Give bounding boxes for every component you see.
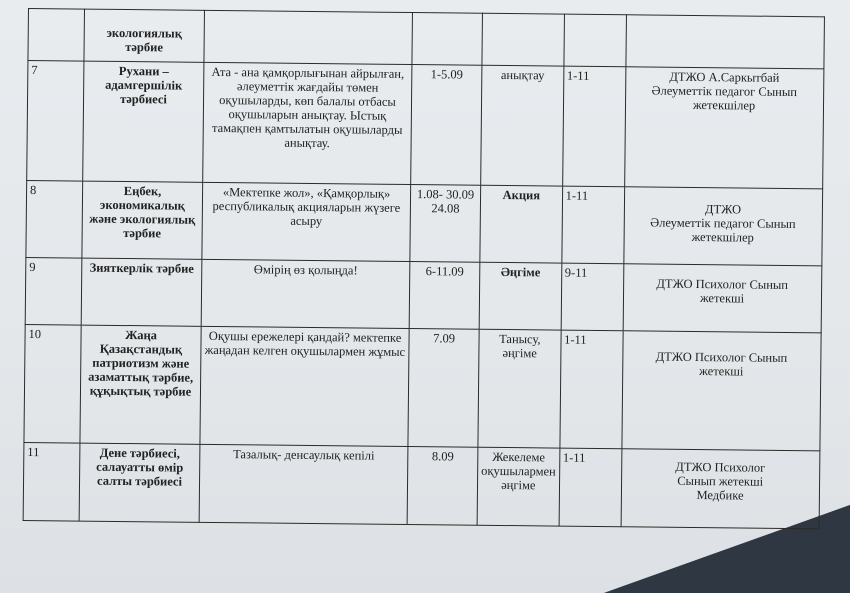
responsible-list: Әлеуметтік педагог Сынып жетекшілер xyxy=(651,83,798,113)
row-number: 11 xyxy=(23,442,80,521)
direction-cell: экологиялық тәрбие xyxy=(84,9,205,62)
form-cell xyxy=(482,13,564,66)
event-cell: «Мектепке жол», «Қамқорлық» республикалық акцияларын жүзеге асыру xyxy=(202,182,411,261)
direction-cell: Зияткерлік тәрбие xyxy=(81,258,202,326)
date-cell: 8.09 xyxy=(407,447,478,526)
date-cell: 1.08- 30.09 24.08 xyxy=(410,185,481,263)
form-cell: Акция xyxy=(480,185,562,263)
classes-cell: 1-11 xyxy=(559,448,622,527)
form-cell: Жекелеме оқушылармен әңгіме xyxy=(477,447,559,526)
row-number: 7 xyxy=(27,61,84,182)
form-cell: Әңгіме xyxy=(479,262,561,330)
event-cell xyxy=(204,10,413,64)
direction-cell: Еңбек, экономикалық және экологиялық тәрбие xyxy=(82,181,203,259)
table-row xyxy=(25,257,821,332)
form-cell: анықтау xyxy=(481,65,564,186)
table-row xyxy=(23,442,819,528)
responsible-cell xyxy=(624,67,823,189)
table-row xyxy=(24,324,821,450)
row-number: 8 xyxy=(26,180,83,258)
event-cell: Оқушы ережелері қандай? мектепке жаңадан келген оқушылармен жұмыс xyxy=(200,326,409,446)
responsible-lead: ДТЖО xyxy=(704,202,742,217)
responsible-cell xyxy=(623,187,822,266)
classes-cell: 1-11 xyxy=(562,66,625,187)
direction-cell: Жаңа Қазақстандық патриотизм және азаматтық тәрбие, құқықтық тәрбие xyxy=(80,325,201,444)
responsible-cell: ДТЖО Психолог Сынып жетекші Медбике xyxy=(621,449,820,529)
date-cell: 6-11.09 xyxy=(409,262,480,330)
event-cell: Ата - ана қамқорлығынан айрылған, әлеуметтік жағдайы төмен оқушыларды, көп балалы отбасы оқушыларын анықтау. Ыстық тамақпен қамтылатын оқушыларды анықтау. xyxy=(203,62,412,184)
classes-cell: 9-11 xyxy=(561,263,624,331)
table-row xyxy=(28,9,824,69)
row-number: 9 xyxy=(25,257,82,325)
table-row xyxy=(27,61,824,189)
date-cell: 7.09 xyxy=(408,329,479,448)
responsible-cell: ДТЖО Психолог Сынып жетекші xyxy=(622,331,821,451)
responsible-cell xyxy=(626,15,825,69)
date-cell xyxy=(412,13,483,66)
row-number xyxy=(28,9,85,62)
direction-cell: Дене тәрбиесі, салауатты өмір салты тәрбиесі xyxy=(79,443,200,522)
education-plan-table xyxy=(23,8,825,529)
responsible-cell: ДТЖО Психолог Сынып жетекші xyxy=(623,264,822,333)
classes-cell: 1-11 xyxy=(561,186,624,264)
classes-cell: 1-11 xyxy=(560,330,623,449)
form-cell: Танысу, әңгіме xyxy=(478,329,561,448)
responsible-lead: ДТЖО А.Саркытбай xyxy=(669,69,780,85)
event-cell: Өмірің өз қолыңда! xyxy=(201,259,410,328)
responsible-list: Әлеуметтік педагог Сынып жетекшілер xyxy=(650,215,796,245)
row-number: 10 xyxy=(24,324,81,443)
event-cell: Тазалық- денсаулық кепілі xyxy=(199,444,408,524)
table-row xyxy=(26,180,822,265)
classes-cell xyxy=(564,14,627,67)
direction-cell: Рухани – адамгершілік тәрбиесі xyxy=(83,61,204,182)
date-cell: 1-5.09 xyxy=(411,65,482,186)
